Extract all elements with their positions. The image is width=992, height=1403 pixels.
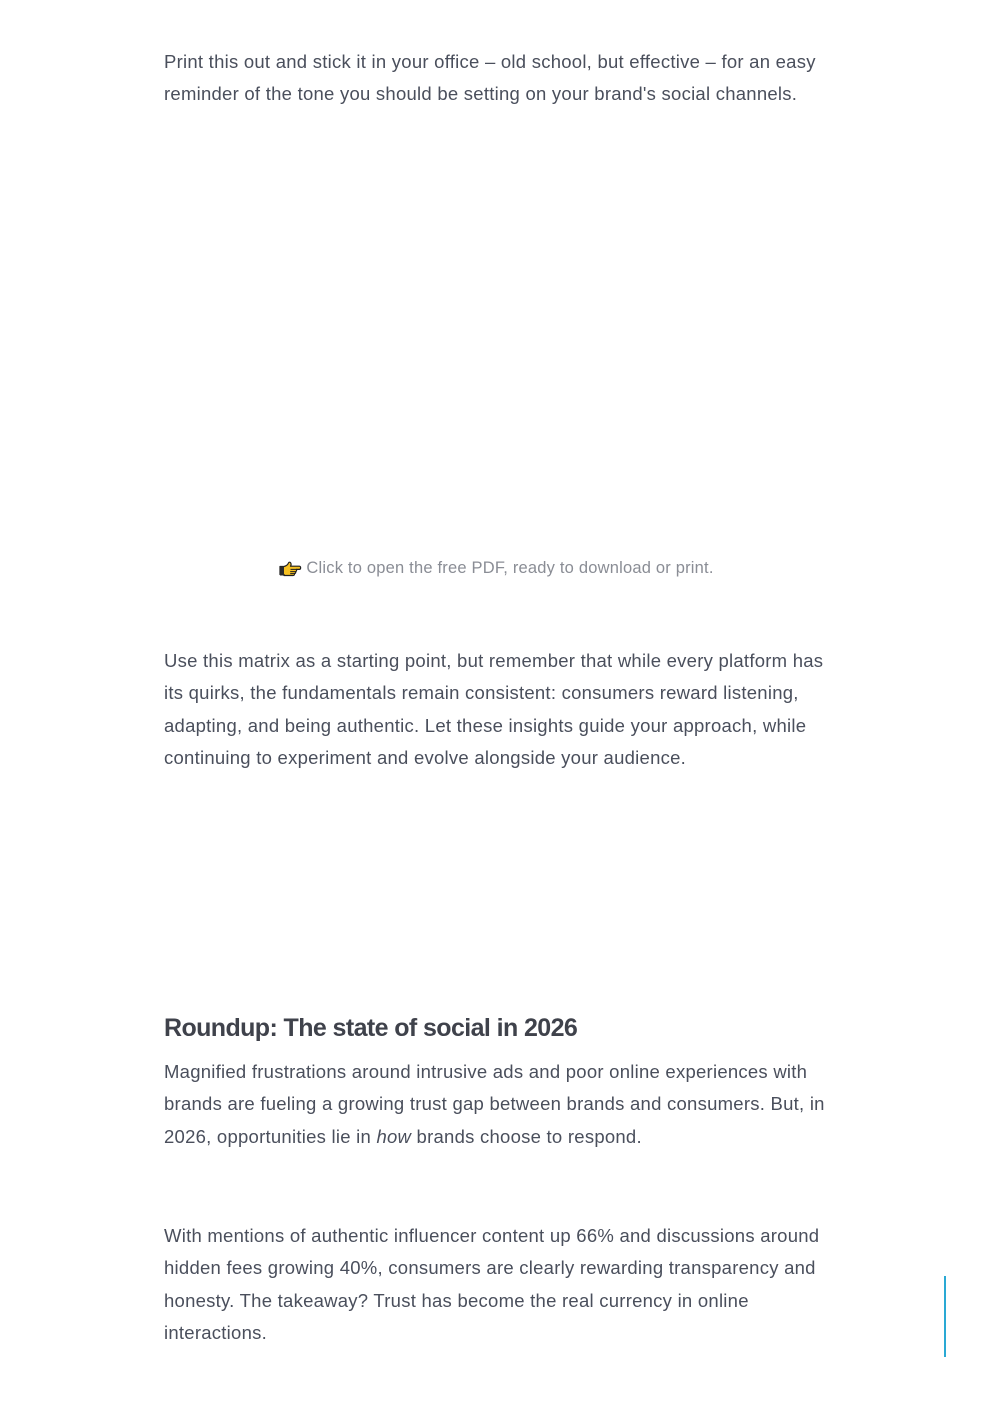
pdf-caption bbox=[0, 556, 992, 580]
embedded-media-placeholder bbox=[164, 820, 828, 990]
intro-paragraph: Print this out and stick it in your office – old school, but effective – for an easy reminder of the tone you should be setting on your brand's social channels. bbox=[164, 51, 816, 105]
roundup-paragraph bbox=[164, 1056, 828, 1153]
pointing-hand-icon bbox=[278, 558, 302, 578]
stats-paragraph: With mentions of authentic influencer content up 66% and discussions around hidden fees growing 40%, consumers are clearly rewarding transparency and honesty. The takeaway? Trust has become the real currency in online interactions. bbox=[164, 1225, 820, 1343]
matrix-paragraph: Use this matrix as a starting point, but remember that while every platform has its quirks, the fundamentals remain consistent: consumers reward listening, adapting, and being authentic. Let these insights guide your approach, while continuing to experiment and evolve alongside your audience. bbox=[164, 650, 824, 768]
roundup-text-start: Magnified frustrations around intrusive ads and poor online experiences with brands are fueling a growing trust gap between brands and consumers. But, in 2026, opportunities lie in bbox=[164, 1061, 825, 1147]
roundup-text-end: brands choose to respond. bbox=[411, 1125, 642, 1147]
scroll-indicator[interactable] bbox=[944, 1276, 946, 1357]
roundup-heading: Roundup: The state of social in 2026 bbox=[164, 1014, 578, 1042]
roundup-emphasis: how bbox=[376, 1125, 412, 1147]
tone-matrix-image[interactable] bbox=[164, 160, 828, 530]
pdf-link[interactable]: Click to open the free PDF, ready to download or print. bbox=[306, 559, 714, 577]
